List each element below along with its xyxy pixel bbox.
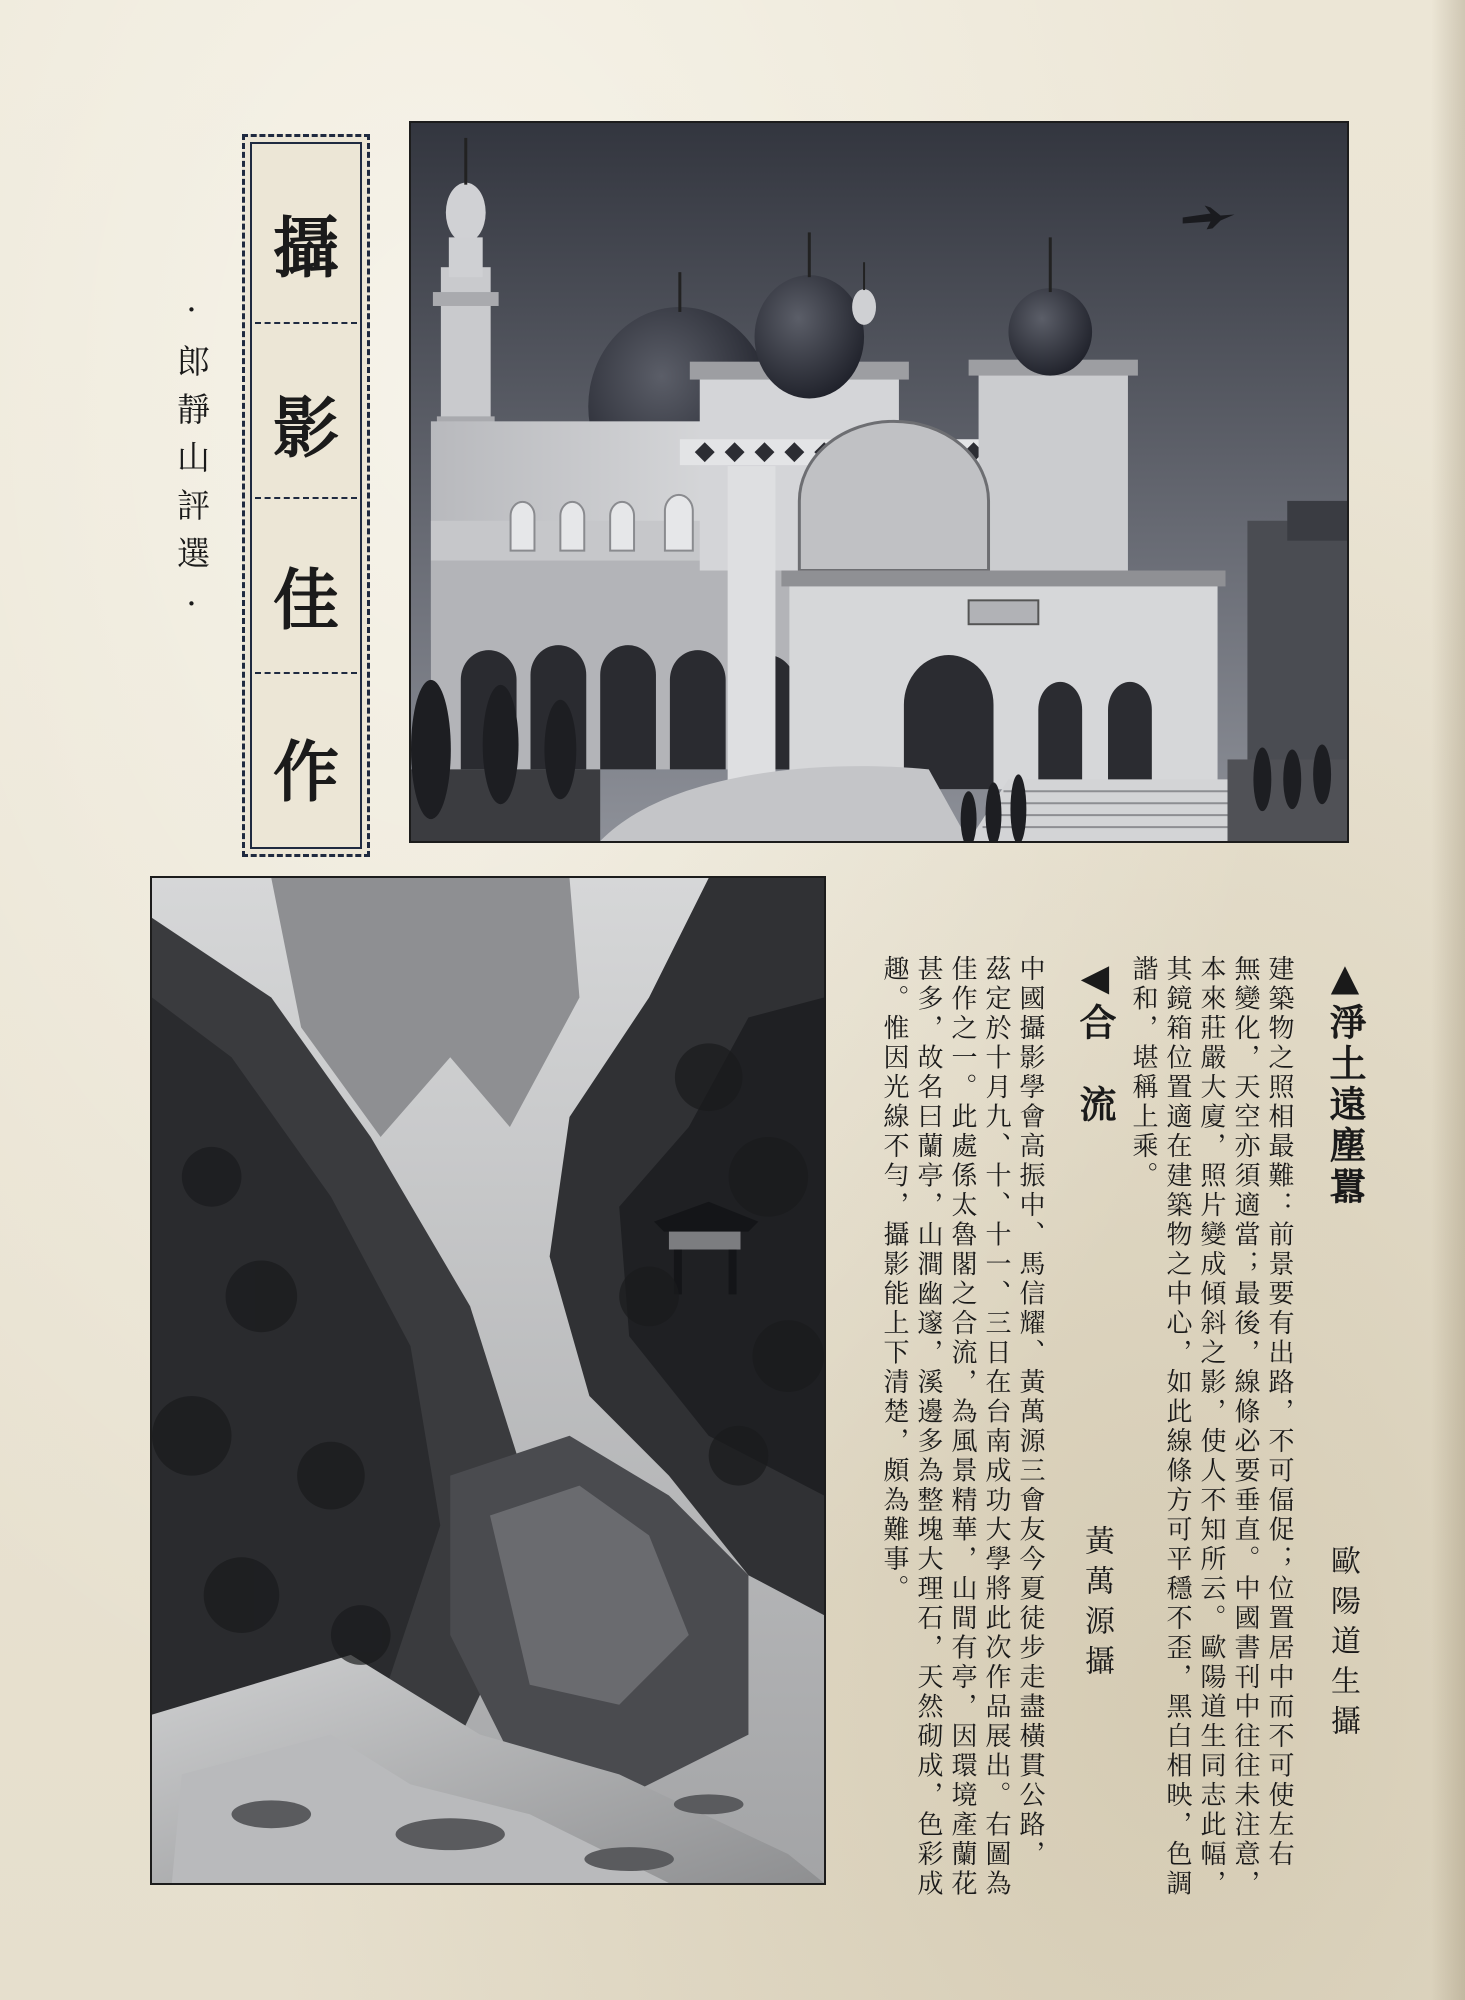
article1-line-4: 其鏡箱位置適在建築物之中心，如此線條方可平穩不歪，黑白相映，色調 <box>1162 955 1192 1899</box>
gorge-photo <box>150 876 826 1885</box>
title-divider <box>255 322 357 324</box>
title-char-1: 攝 <box>273 209 339 287</box>
article1-line-2: 無變化，天空亦須適當；最後，線條必要垂直。中國書刊中往往未注意， <box>1230 955 1260 1899</box>
title-char-4: 作 <box>273 733 339 811</box>
article1-line-1: 建築物之照相最難：前景要有出路，不可偪促；位置居中而不可使左右 <box>1264 955 1294 1870</box>
article2-line-2: 茲定於十月九、十、十一、三日在台南成功大學將此次作品展出。右圖為 <box>981 955 1011 1899</box>
article1-title: ▲淨土遠塵囂 <box>1323 955 1367 1208</box>
title-divider <box>255 497 357 499</box>
title-char-3: 佳 <box>273 561 339 639</box>
article1-line-3: 本來莊嚴大廈，照片變成傾斜之影，使人不知所云。歐陽道生同志此幅， <box>1196 955 1226 1899</box>
article2-line-5: 趣。惟因光線不勻，攝影能上下清楚，頗為難事。 <box>879 955 909 1604</box>
selector-credit: ·郎靜山評選· <box>172 290 211 638</box>
title-divider <box>255 672 357 674</box>
article2-line-1: 中國攝影學會高振中、馬信耀、黃萬源三會友今夏徒步走盡橫貫公路， <box>1015 955 1045 1870</box>
article1-line-5: 諧和，堪稱上乘。 <box>1128 955 1158 1191</box>
article1-credit: 歐陽道生攝 <box>1325 1545 1360 1745</box>
article2-line-3: 佳作之一。此處係太魯閣之合流，為風景精華，山間有亭，因環境產蘭花 <box>947 955 977 1899</box>
title-char-2: 影 <box>273 389 339 467</box>
mosque-photo <box>409 121 1349 843</box>
article2-title: ◀合 流 <box>1073 955 1117 1126</box>
column-title-box <box>242 134 370 857</box>
article2-credit: 黃萬源攝 <box>1079 1525 1114 1685</box>
page-edge-shadow <box>1431 0 1465 2000</box>
article2-line-4: 甚多，故名曰蘭亭，山澗幽邃，溪邊多為整塊大理石，天然砌成，色彩成 <box>913 955 943 1899</box>
